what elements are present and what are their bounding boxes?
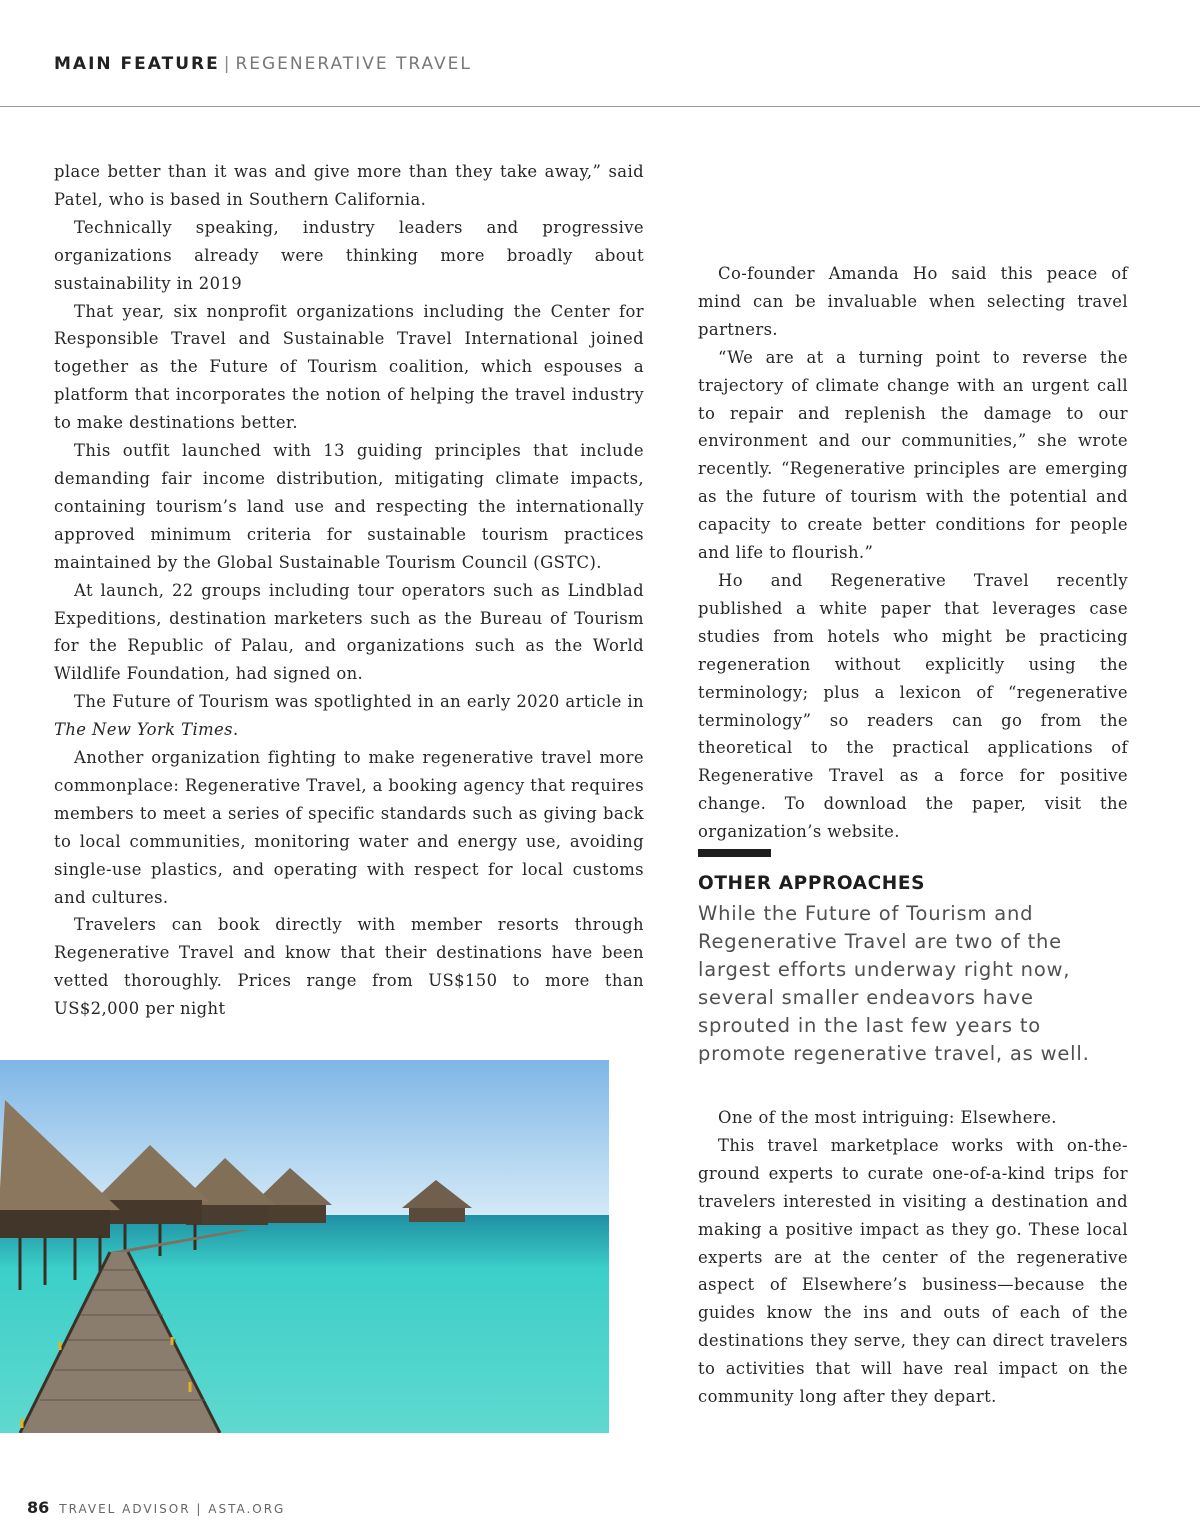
right-column-bottom xyxy=(698,1104,1128,1411)
paragraph: “We are at a turning point to reverse the trajectory of climate change with an urgent call to repair and replenish the damage to our environment and our communities,” she wrote recently. “Regenerative principles are emerging as the future of tourism with the potential and capacity to create better conditions for people and life to flourish.” xyxy=(698,347,1128,563)
paragraph-end: . xyxy=(232,720,239,740)
paragraph: At launch, 22 groups including tour operators such as Lindblad Expeditions, destination marketers such as the Bureau of Tourism for the Republic of Palau, and organizations such as the World Wildlife Foundation, had signed on. xyxy=(54,580,644,684)
section-heading: OTHER APPROACHES xyxy=(698,873,926,894)
paragraph: place better than it was and give more than they take away,” said Patel, who is based in Southern California. xyxy=(54,162,644,209)
page-footer xyxy=(27,1498,285,1517)
photo-illustration xyxy=(0,1060,609,1433)
running-header xyxy=(54,54,472,74)
right-column-top xyxy=(698,260,1128,846)
header-rule xyxy=(0,106,1200,107)
header-separator: | xyxy=(223,54,232,74)
page-number: 86 xyxy=(27,1498,50,1517)
paragraph-text: The Future of Tourism was spotlighted in an early 2020 article in xyxy=(74,692,644,712)
overwater-bungalows-photo xyxy=(0,1060,609,1433)
paragraph xyxy=(54,688,644,744)
paragraph: Another organization fighting to make regenerative travel more commonplace: Regenerative Travel, a booking agency that requires members to meet a series of specific standards such as giving back to local communities, monitoring water and energy use, avoiding single-use plastics, and operating with respect for local customs and cultures. xyxy=(54,748,644,907)
paragraph: One of the most intriguing: Elsewhere. xyxy=(718,1108,1057,1127)
left-column xyxy=(54,158,644,1023)
publication-credit: TRAVEL ADVISOR | ASTA.ORG xyxy=(59,1502,286,1516)
paragraph: Technically speaking, industry leaders and progressive organizations already were thinking more broadly about sustainability in 2019 xyxy=(54,217,644,293)
publication-title: The New York Times xyxy=(54,720,233,740)
paragraph: Ho and Regenerative Travel recently published a white paper that leverages case studies from hotels who might be practicing regeneration without explicitly using the terminology; plus a lexicon of “regenerative terminology” so readers can go from the theoretical to the practical applications of Regenerative Travel as a force for positive change. To download the paper, visit the organization’s website. xyxy=(698,570,1128,842)
header-section: MAIN FEATURE xyxy=(54,54,220,74)
paragraph: Co-founder Amanda Ho said this peace of mind can be invaluable when selecting travel partners. xyxy=(698,264,1128,339)
paragraph: Travelers can book directly with member resorts through Regenerative Travel and know that their destinations have been vetted thoroughly. Prices range from US$150 to more than US$2,000 per night xyxy=(54,915,644,1019)
header-topic: REGENERATIVE TRAVEL xyxy=(235,54,472,74)
pull-quote: While the Future of Tourism and Regenerative Travel are two of the largest efforts underway right now, several smaller endeavors have sprouted in the last few years to promote regenerative travel, as well. xyxy=(698,902,1090,1065)
paragraph: This outfit launched with 13 guiding principles that include demanding fair income distribution, mitigating climate impacts, containing tourism’s land use and respecting the internationally approved minimum criteria for sustainable tourism practices maintained by the Global Sustainable Tourism Council (GSTC). xyxy=(54,441,644,572)
paragraph: This travel marketplace works with on-the-ground experts to curate one-of-a-kind trips for travelers interested in visiting a destination and making a positive impact as they go. These local experts are at the center of the regenerative aspect of Elsewhere’s business—because the guides know the ins and outs of each of the destinations they serve, they can direct travelers to activities that will have real impact on the community long after they depart. xyxy=(698,1135,1128,1407)
section-divider-bar xyxy=(698,849,771,857)
paragraph: That year, six nonprofit organizations including the Center for Responsible Travel and Sustainable Travel International joined together as the Future of Tourism coalition, which espouses a platform that incorporates the notion of helping the travel industry to make destinations better. xyxy=(54,301,644,433)
